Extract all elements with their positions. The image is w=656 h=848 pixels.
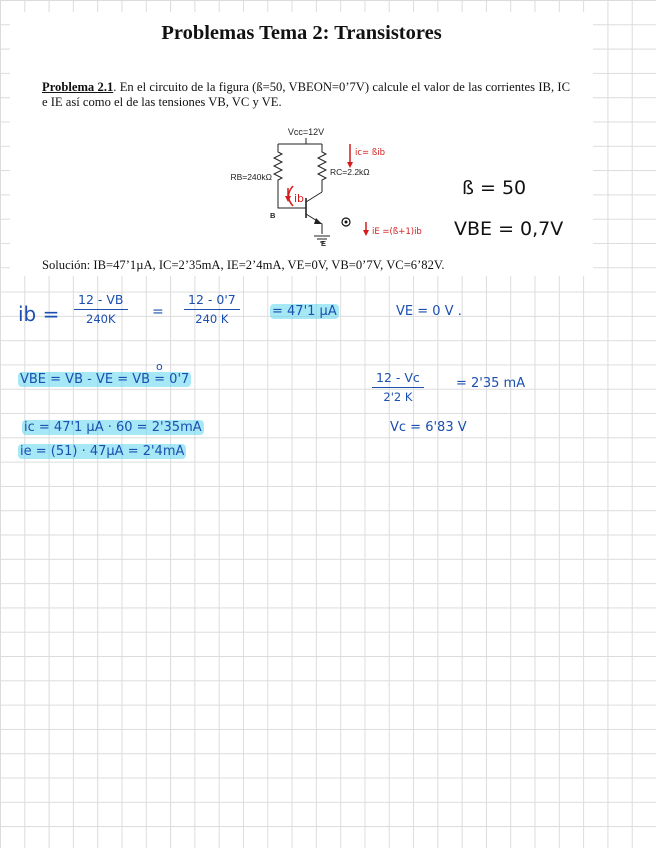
- ib-fraction-1: [74, 292, 128, 326]
- emitter-arrow: [314, 218, 322, 224]
- ie-line-text: ie = (51) · 47µA = 2'4mA: [20, 444, 185, 459]
- problem-label: Problema 2.1: [42, 80, 114, 94]
- vc-line: Vc = 6'83 V: [390, 420, 467, 435]
- solution-line: Solución: IB=47’1µA, IC=2’35mA, IE=2’4mA, VE=0V, VB=0’7V, VC=6’82V.: [42, 258, 445, 272]
- circuit-diagram: [10, 122, 593, 256]
- ib-denominator-1: 240K: [86, 312, 116, 326]
- problem-sheet: [10, 12, 593, 276]
- base-node-label: B: [270, 211, 276, 220]
- ib-annotation: ib: [294, 192, 305, 205]
- vc-numerator: 12 - Vc: [372, 370, 424, 388]
- rb-label: RB=240kΩ: [230, 172, 272, 182]
- vcc-label: Vcc=12V: [287, 127, 325, 137]
- equals-sign: =: [152, 304, 164, 320]
- handwritten-vbe: VBE = 0,7V: [454, 218, 564, 240]
- ie-annotation: iE =(ß+1)ib: [372, 227, 422, 237]
- vc-denominator: 2'2 K: [383, 390, 413, 404]
- vc-result: = 2'35 mA: [456, 376, 526, 391]
- ic-line-text: ic = 47'1 µA · 60 = 2'35mA: [24, 420, 202, 435]
- rc-resistor: [318, 144, 326, 192]
- rc-label: RC=2.2kΩ: [330, 167, 370, 177]
- ib-fraction-2: [184, 292, 240, 326]
- ve-line: VE = 0 V .: [396, 304, 462, 319]
- handwritten-beta: ß = 50: [462, 177, 527, 199]
- ib-result-text: = 47'1 µA: [272, 304, 337, 319]
- ib-denominator-2: 240 K: [195, 312, 229, 326]
- vc-fraction: [372, 370, 424, 404]
- transistor-collector: [306, 192, 322, 202]
- emitter-node-label: E: [321, 239, 327, 248]
- ib-numerator-2: 12 - 0'7: [184, 292, 240, 310]
- ib-result: [270, 304, 339, 319]
- ib-numerator-1: 12 - VB: [74, 292, 128, 310]
- ic-annotation: ic= ßib: [355, 148, 385, 158]
- problem-statement: [42, 80, 570, 109]
- problem-text: . En el circuito de la figura (ß=50, VBEON=0’7V) calcule el valor de las corrientes IB, IC e IE así como el de las tensiones VB, VC y VE.: [42, 80, 570, 109]
- ie-line: [18, 444, 186, 459]
- page-title: Problemas Tema 2: Transistores: [161, 22, 442, 44]
- ic-line: [22, 420, 204, 435]
- degree-mark: o: [156, 360, 163, 373]
- vbe-line: [18, 372, 191, 387]
- ib-lhs: ib =: [18, 302, 60, 326]
- vbe-line-text: VBE = VB - VE = VB = 0'7: [20, 372, 190, 387]
